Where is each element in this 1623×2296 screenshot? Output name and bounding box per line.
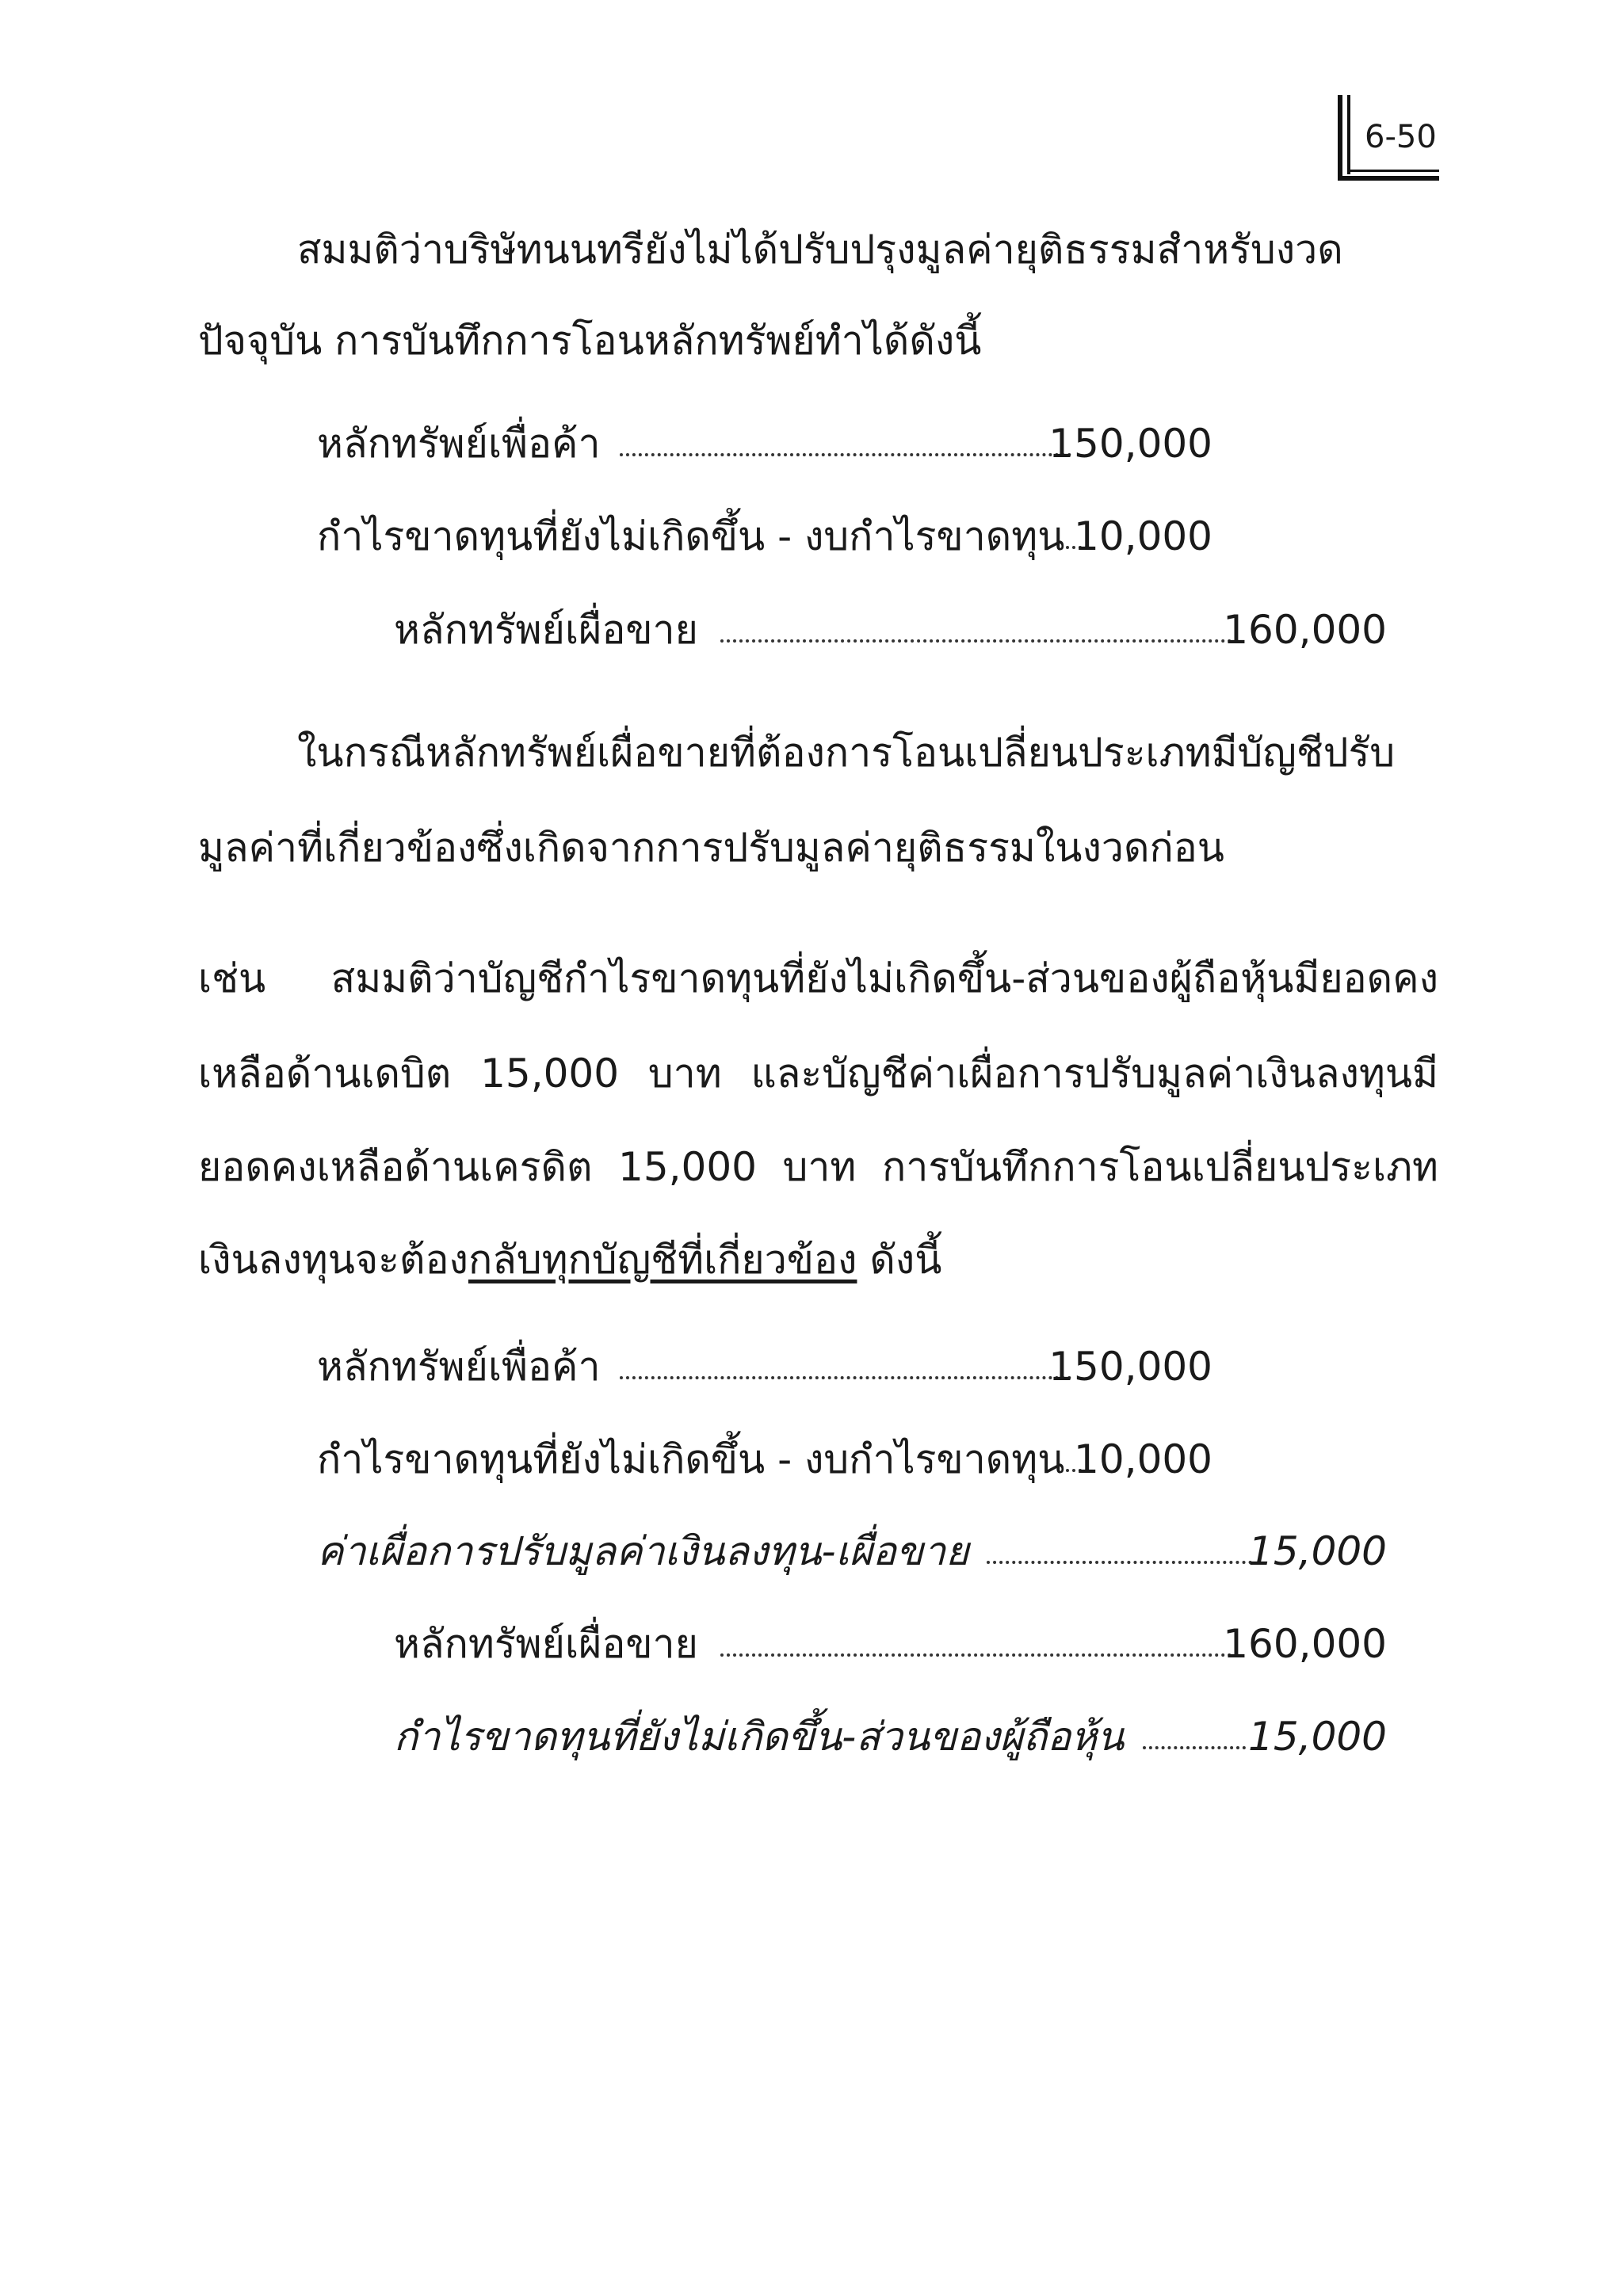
paragraph-2-line-1: ในกรณีหลักทรัพย์เผื่อขายที่ต้องการโอนเปลี่ยนประเภทมีบัญชีปรับ bbox=[297, 730, 1396, 776]
journal-entry-row bbox=[394, 598, 1387, 662]
paragraph-1-line-1: สมมติว่าบริษัทนนทรียังไม่ได้ปรับปรุงมูลค่ายุติธรรมสำหรับงวด bbox=[297, 227, 1343, 273]
account-name: หลักทรัพย์เผื่อขาย bbox=[394, 1621, 698, 1667]
credit-amount: 15,000 bbox=[1248, 1714, 1387, 1760]
journal-entry-row bbox=[394, 1612, 1387, 1676]
leader-dots bbox=[720, 1653, 1232, 1657]
paragraph-3-line-3: ยอดคงเหลือด้านเครดิต 15,000 บาท การบันทึกการโอนเปลี่ยนประเภท bbox=[198, 1144, 1438, 1190]
paragraph-3-line-1: เช่น สมมติว่าบัญชีกำไรขาดทุนที่ยังไม่เกิดขึ้น-ส่วนของผู้ถือหุ้นมียอดคง bbox=[198, 955, 1438, 1001]
page-number-border bbox=[1338, 95, 1342, 181]
debit-amount: 150,000 bbox=[1048, 421, 1212, 467]
credit-amount: 160,000 bbox=[1223, 607, 1387, 653]
account-name: หลักทรัพย์เพื่อค้า bbox=[317, 421, 601, 467]
paragraph-3-line-4 bbox=[198, 1228, 941, 1291]
journal-entry-row bbox=[317, 505, 1212, 568]
journal-entry-row bbox=[394, 1705, 1387, 1768]
page-number-border bbox=[1338, 176, 1439, 181]
page-number-box bbox=[1338, 95, 1439, 181]
journal-entry-row bbox=[317, 1428, 1212, 1491]
debit-amount: 10,000 bbox=[1074, 513, 1212, 559]
leader-dots bbox=[620, 1376, 1071, 1379]
underlined-text: กลับทุกบัญชีที่เกี่ยวข้อง bbox=[468, 1237, 857, 1283]
leader-dots bbox=[620, 453, 1071, 456]
account-name: ค่าเผื่อการปรับมูลค่าเงินลงทุน-เผื่อขาย bbox=[317, 1528, 969, 1574]
debit-amount: 10,000 bbox=[1074, 1436, 1212, 1482]
leader-dots bbox=[1143, 1746, 1246, 1749]
account-name: กำไรขาดทุนที่ยังไม่เกิดขึ้น-ส่วนของผู้ถือหุ้น bbox=[394, 1714, 1125, 1760]
page-number-border bbox=[1347, 95, 1350, 174]
text-segment: ดังนี้ bbox=[857, 1237, 942, 1283]
paragraph-3-line-2: เหลือด้านเดบิต 15,000 บาท และบัญชีค่าเผื่อการปรับมูลค่าเงินลงทุนมี bbox=[198, 1051, 1438, 1097]
credit-amount: 160,000 bbox=[1223, 1621, 1387, 1667]
journal-entry-row bbox=[317, 412, 1212, 475]
page-number-border bbox=[1347, 170, 1439, 172]
debit-amount: 15,000 bbox=[1248, 1528, 1387, 1574]
journal-entry-row bbox=[317, 1520, 1387, 1583]
journal-entry-row bbox=[317, 1335, 1212, 1398]
text-segment: เงินลงทุนจะต้อง bbox=[198, 1237, 468, 1283]
paragraph-2-line-2: มูลค่าที่เกี่ยวข้องซึ่งเกิดจากการปรับมูลค่ายุติธรรมในงวดก่อน bbox=[198, 825, 1224, 871]
account-name: กำไรขาดทุนที่ยังไม่เกิดขึ้น - งบกำไรขาดทุน bbox=[317, 1436, 1065, 1482]
account-name: หลักทรัพย์เผื่อขาย bbox=[394, 607, 698, 653]
leader-dots bbox=[987, 1561, 1252, 1564]
paragraph-1-line-2: ปัจจุบัน การบันทึกการโอนหลักทรัพย์ทำได้ดังนี้ bbox=[198, 318, 982, 364]
leader-dots bbox=[720, 639, 1232, 643]
account-name: กำไรขาดทุนที่ยังไม่เกิดขึ้น - งบกำไรขาดทุน bbox=[317, 513, 1065, 559]
page-number: 6-50 bbox=[1365, 119, 1437, 155]
debit-amount: 150,000 bbox=[1048, 1344, 1212, 1390]
account-name: หลักทรัพย์เพื่อค้า bbox=[317, 1344, 601, 1390]
